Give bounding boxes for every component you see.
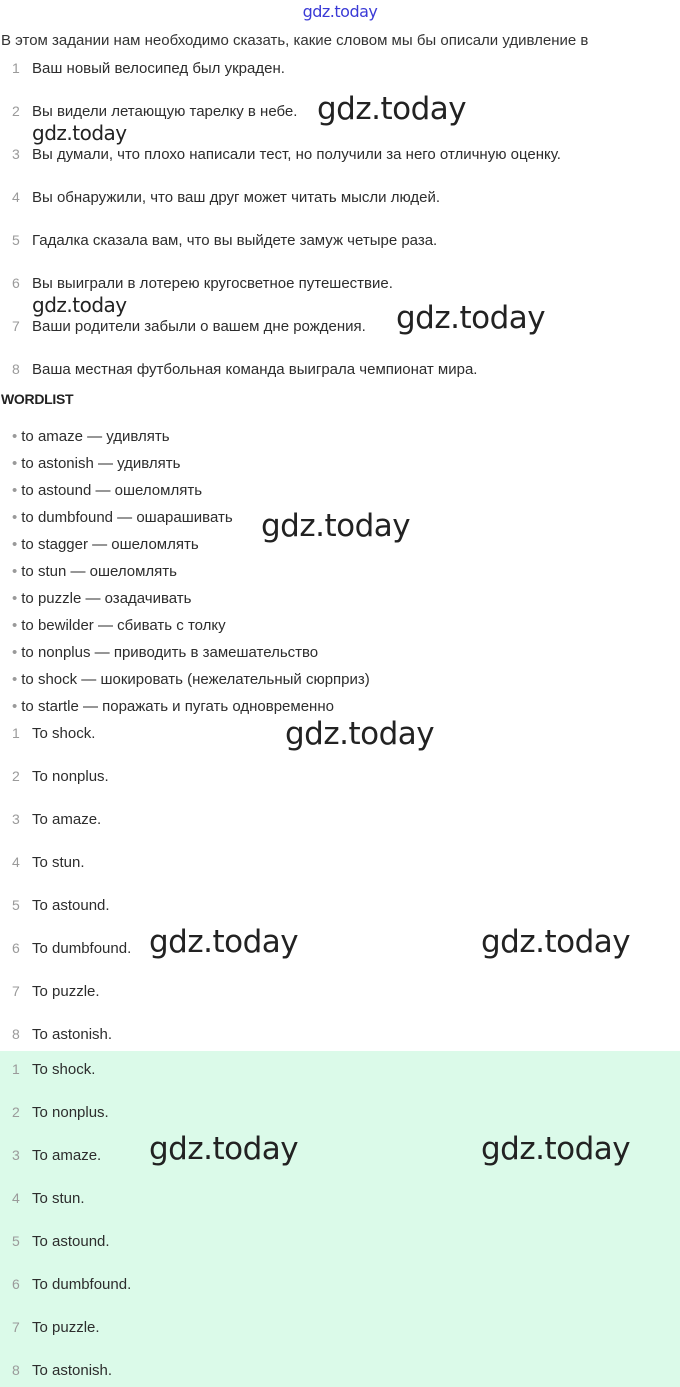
- question-text: Гадалка сказала вам, что вы выйдете замуж четыре раза.: [32, 232, 438, 249]
- answer-text: To astound.: [32, 1233, 110, 1250]
- watermark: gdz.today: [285, 716, 435, 752]
- watermark: gdz.today: [396, 300, 546, 336]
- wordlist-item: [12, 455, 180, 472]
- answer-highlight-block: [0, 1051, 680, 1387]
- wordlist-text: to puzzle — озадачивать: [21, 590, 192, 607]
- answer-text: To puzzle.: [32, 1319, 100, 1336]
- wordlist-heading: WORDLIST: [1, 391, 74, 407]
- answer-text: To nonplus.: [32, 1104, 109, 1121]
- answer-text: To stun.: [32, 854, 85, 871]
- wordlist-text: to stagger — ошеломлять: [21, 536, 199, 553]
- wordlist-item: [12, 698, 334, 715]
- answer-number: 6: [12, 940, 20, 956]
- wordlist-item: [12, 563, 177, 580]
- wordlist-text: to startle — поражать и пугать одновременно: [21, 698, 334, 715]
- bullet-icon: •: [12, 536, 18, 553]
- wordlist-text: to shock — шокировать (нежелательный сюрприз): [21, 671, 370, 688]
- wordlist-item: [12, 509, 233, 526]
- answer-text: To shock.: [32, 1061, 96, 1078]
- answer-number: 2: [12, 1104, 20, 1120]
- wordlist-text: to dumbfound — ошарашивать: [21, 509, 233, 526]
- wordlist-item: [12, 671, 370, 688]
- answer-number: 7: [12, 1319, 20, 1335]
- wordlist-item: [12, 644, 318, 661]
- wordlist-text: to astound — ошеломлять: [21, 482, 203, 499]
- wordlist-text: to bewilder — сбивать с толку: [21, 617, 226, 634]
- answer-number: 4: [12, 854, 20, 870]
- question-text: Вы думали, что плохо написали тест, но получили за него отличную оценку.: [32, 146, 561, 163]
- answer-text: To dumbfound.: [32, 1276, 132, 1293]
- answer-number: 1: [12, 725, 20, 741]
- question-number: 8: [12, 361, 20, 377]
- answer-number: 5: [12, 1233, 20, 1249]
- watermark: gdz.today: [261, 508, 411, 544]
- question-number: 7: [12, 318, 20, 334]
- bullet-icon: •: [12, 482, 18, 499]
- answer-number: 4: [12, 1190, 20, 1206]
- question-number: 1: [12, 60, 20, 76]
- site-title[interactable]: gdz.today: [302, 2, 378, 21]
- answer-number: 1: [12, 1061, 20, 1077]
- answer-number: 3: [12, 1147, 20, 1163]
- bullet-icon: •: [12, 563, 18, 580]
- answer-text: To stun.: [32, 1190, 85, 1207]
- watermark: gdz.today: [481, 1131, 631, 1167]
- answer-text: To astound.: [32, 897, 110, 914]
- watermark: gdz.today: [481, 924, 631, 960]
- question-text: Вы видели летающую тарелку в небе.: [32, 103, 298, 120]
- answer-text: To astonish.: [32, 1362, 113, 1379]
- bullet-icon: •: [12, 671, 18, 688]
- answer-text: To shock.: [32, 725, 96, 742]
- bullet-icon: •: [12, 698, 18, 715]
- question-number: 2: [12, 103, 20, 119]
- question-text: Вы выиграли в лотерею кругосветное путешествие.: [32, 275, 393, 292]
- task-intro: В этом задании нам необходимо сказать, какие словом мы бы описали удивление в: [1, 32, 589, 49]
- question-number: 5: [12, 232, 20, 248]
- watermark: gdz.today: [317, 91, 467, 127]
- wordlist-item: [12, 590, 192, 607]
- wordlist-item: [12, 428, 170, 445]
- watermark: gdz.today: [149, 924, 299, 960]
- wordlist-text: to nonplus — приводить в замешательство: [21, 644, 319, 661]
- question-number: 3: [12, 146, 20, 162]
- question-number: 4: [12, 189, 20, 205]
- answer-number: 7: [12, 983, 20, 999]
- answer-number: 3: [12, 811, 20, 827]
- answer-text: To amaze.: [32, 1147, 102, 1164]
- watermark: gdz.today: [32, 293, 127, 317]
- bullet-icon: •: [12, 644, 18, 661]
- answer-text: To nonplus.: [32, 768, 109, 785]
- bullet-icon: •: [12, 428, 18, 445]
- answer-number: 2: [12, 768, 20, 784]
- answer-number: 8: [12, 1026, 20, 1042]
- wordlist-item: [12, 536, 199, 553]
- answer-text: To astonish.: [32, 1026, 113, 1043]
- answer-text: To puzzle.: [32, 983, 100, 1000]
- question-text: Ваши родители забыли о вашем дне рождения.: [32, 318, 366, 335]
- wordlist-text: to amaze — удивлять: [21, 428, 170, 445]
- question-number: 6: [12, 275, 20, 291]
- bullet-icon: •: [12, 509, 18, 526]
- answer-text: To amaze.: [32, 811, 102, 828]
- question-text: Ваш новый велосипед был украден.: [32, 60, 285, 77]
- bullet-icon: •: [12, 455, 18, 472]
- watermark: gdz.today: [149, 1131, 299, 1167]
- wordlist-text: to stun — ошеломлять: [21, 563, 177, 580]
- wordlist-text: to astonish — удивлять: [21, 455, 181, 472]
- question-text: Ваша местная футбольная команда выиграла чемпионат мира.: [32, 361, 478, 378]
- answer-number: 8: [12, 1362, 20, 1378]
- bullet-icon: •: [12, 617, 18, 634]
- wordlist-item: [12, 617, 226, 634]
- wordlist-item: [12, 482, 202, 499]
- answer-number: 5: [12, 897, 20, 913]
- answer-text: To dumbfound.: [32, 940, 132, 957]
- question-text: Вы обнаружили, что ваш друг может читать мысли людей.: [32, 189, 441, 206]
- bullet-icon: •: [12, 590, 18, 607]
- watermark: gdz.today: [32, 121, 127, 145]
- answer-number: 6: [12, 1276, 20, 1292]
